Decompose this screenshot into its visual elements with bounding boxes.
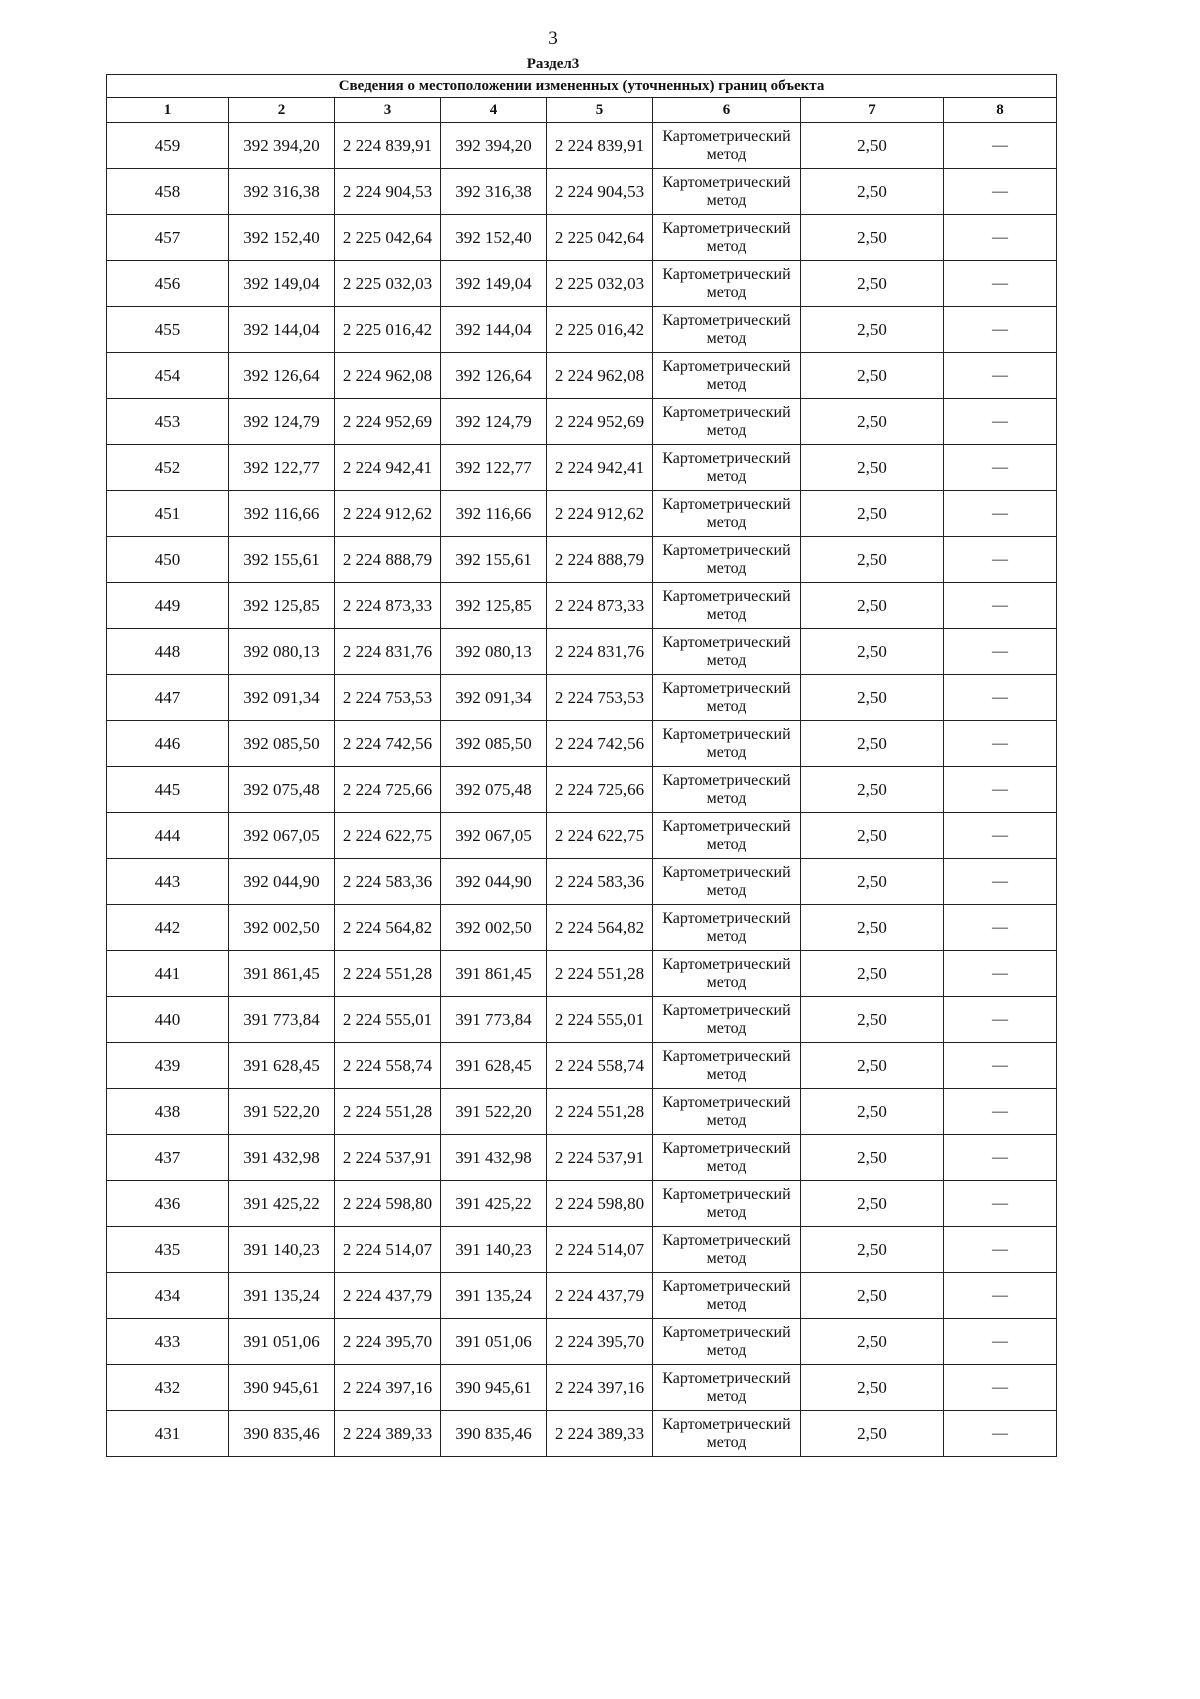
y-new-cell: 2 224 395,70 — [547, 1319, 653, 1365]
table-row — [107, 169, 1057, 215]
method-cell: Картометрический метод — [653, 491, 801, 537]
method-cell: Картометрический метод — [653, 629, 801, 675]
x-new-cell: 391 425,22 — [441, 1181, 547, 1227]
table-row — [107, 1319, 1057, 1365]
x-old-cell: 392 091,34 — [229, 675, 335, 721]
table-body — [107, 123, 1057, 1457]
method-cell: Картометрический метод — [653, 123, 801, 169]
method-cell: Картометрический метод — [653, 1365, 801, 1411]
y-new-cell: 2 224 397,16 — [547, 1365, 653, 1411]
precision-cell: 2,50 — [801, 1319, 944, 1365]
x-old-cell: 391 135,24 — [229, 1273, 335, 1319]
precision-cell: 2,50 — [801, 123, 944, 169]
x-new-cell: 391 628,45 — [441, 1043, 547, 1089]
table-row — [107, 629, 1057, 675]
description-cell: — — [944, 1089, 1057, 1135]
table-row — [107, 1043, 1057, 1089]
x-new-cell: 392 126,64 — [441, 353, 547, 399]
y-old-cell: 2 224 389,33 — [335, 1411, 441, 1457]
method-cell: Картометрический метод — [653, 169, 801, 215]
method-cell: Картометрический метод — [653, 583, 801, 629]
precision-cell: 2,50 — [801, 491, 944, 537]
y-old-cell: 2 224 952,69 — [335, 399, 441, 445]
x-old-cell: 392 124,79 — [229, 399, 335, 445]
point-number-cell: 456 — [107, 261, 229, 307]
y-old-cell: 2 224 395,70 — [335, 1319, 441, 1365]
description-cell: — — [944, 997, 1057, 1043]
point-number-cell: 447 — [107, 675, 229, 721]
y-old-cell: 2 225 042,64 — [335, 215, 441, 261]
table-row — [107, 1089, 1057, 1135]
y-old-cell: 2 224 437,79 — [335, 1273, 441, 1319]
table-row — [107, 1135, 1057, 1181]
y-old-cell: 2 224 912,62 — [335, 491, 441, 537]
y-old-cell: 2 224 564,82 — [335, 905, 441, 951]
table-caption: Сведения о местоположении измененных (уточненных) границ объекта — [107, 75, 1057, 98]
precision-cell: 2,50 — [801, 1181, 944, 1227]
description-cell: — — [944, 1181, 1057, 1227]
point-number-cell: 453 — [107, 399, 229, 445]
table-row — [107, 353, 1057, 399]
x-new-cell: 392 044,90 — [441, 859, 547, 905]
y-new-cell: 2 224 725,66 — [547, 767, 653, 813]
description-cell: — — [944, 1227, 1057, 1273]
x-old-cell: 390 945,61 — [229, 1365, 335, 1411]
x-old-cell: 391 140,23 — [229, 1227, 335, 1273]
point-number-cell: 434 — [107, 1273, 229, 1319]
x-new-cell: 392 091,34 — [441, 675, 547, 721]
x-old-cell: 392 125,85 — [229, 583, 335, 629]
table-row — [107, 1273, 1057, 1319]
precision-cell: 2,50 — [801, 951, 944, 997]
x-new-cell: 392 116,66 — [441, 491, 547, 537]
x-old-cell: 391 432,98 — [229, 1135, 335, 1181]
x-old-cell: 392 075,48 — [229, 767, 335, 813]
x-old-cell: 391 425,22 — [229, 1181, 335, 1227]
table-row — [107, 905, 1057, 951]
column-number-cell: 1 — [107, 98, 229, 123]
point-number-cell: 442 — [107, 905, 229, 951]
precision-cell: 2,50 — [801, 399, 944, 445]
column-number-cell: 5 — [547, 98, 653, 123]
y-new-cell: 2 225 016,42 — [547, 307, 653, 353]
x-new-cell: 392 085,50 — [441, 721, 547, 767]
point-number-cell: 436 — [107, 1181, 229, 1227]
point-number-cell: 432 — [107, 1365, 229, 1411]
table-row — [107, 997, 1057, 1043]
precision-cell: 2,50 — [801, 583, 944, 629]
y-old-cell: 2 224 725,66 — [335, 767, 441, 813]
column-number-cell: 4 — [441, 98, 547, 123]
x-old-cell: 392 044,90 — [229, 859, 335, 905]
description-cell: — — [944, 629, 1057, 675]
precision-cell: 2,50 — [801, 353, 944, 399]
y-new-cell: 2 224 912,62 — [547, 491, 653, 537]
column-number-cell: 7 — [801, 98, 944, 123]
x-old-cell: 392 116,66 — [229, 491, 335, 537]
method-cell: Картометрический метод — [653, 353, 801, 399]
table-row — [107, 767, 1057, 813]
x-old-cell: 392 316,38 — [229, 169, 335, 215]
y-old-cell: 2 224 558,74 — [335, 1043, 441, 1089]
x-old-cell: 392 080,13 — [229, 629, 335, 675]
point-number-cell: 455 — [107, 307, 229, 353]
method-cell: Картометрический метод — [653, 1227, 801, 1273]
y-old-cell: 2 224 622,75 — [335, 813, 441, 859]
method-cell: Картометрический метод — [653, 1319, 801, 1365]
description-cell: — — [944, 721, 1057, 767]
description-cell: — — [944, 353, 1057, 399]
precision-cell: 2,50 — [801, 813, 944, 859]
description-cell: — — [944, 307, 1057, 353]
description-cell: — — [944, 1319, 1057, 1365]
point-number-cell: 443 — [107, 859, 229, 905]
table-row — [107, 537, 1057, 583]
y-old-cell: 2 224 551,28 — [335, 951, 441, 997]
description-cell: — — [944, 951, 1057, 997]
precision-cell: 2,50 — [801, 1043, 944, 1089]
x-new-cell: 392 316,38 — [441, 169, 547, 215]
description-cell: — — [944, 1365, 1057, 1411]
x-old-cell: 391 861,45 — [229, 951, 335, 997]
precision-cell: 2,50 — [801, 1411, 944, 1457]
point-number-cell: 458 — [107, 169, 229, 215]
x-new-cell: 390 835,46 — [441, 1411, 547, 1457]
y-new-cell: 2 224 952,69 — [547, 399, 653, 445]
precision-cell: 2,50 — [801, 1227, 944, 1273]
description-cell: — — [944, 169, 1057, 215]
y-new-cell: 2 224 551,28 — [547, 951, 653, 997]
y-old-cell: 2 225 032,03 — [335, 261, 441, 307]
table-row — [107, 261, 1057, 307]
y-old-cell: 2 224 514,07 — [335, 1227, 441, 1273]
table-row — [107, 1181, 1057, 1227]
y-old-cell: 2 224 831,76 — [335, 629, 441, 675]
y-old-cell: 2 225 016,42 — [335, 307, 441, 353]
table-row — [107, 215, 1057, 261]
x-old-cell: 392 155,61 — [229, 537, 335, 583]
x-new-cell: 391 051,06 — [441, 1319, 547, 1365]
method-cell: Картометрический метод — [653, 307, 801, 353]
page-number: 3 — [548, 28, 558, 49]
x-old-cell: 392 144,04 — [229, 307, 335, 353]
method-cell: Картометрический метод — [653, 997, 801, 1043]
x-old-cell: 392 067,05 — [229, 813, 335, 859]
x-new-cell: 391 140,23 — [441, 1227, 547, 1273]
y-old-cell: 2 224 742,56 — [335, 721, 441, 767]
y-new-cell: 2 224 537,91 — [547, 1135, 653, 1181]
method-cell: Картометрический метод — [653, 1273, 801, 1319]
x-new-cell: 392 067,05 — [441, 813, 547, 859]
table-row — [107, 307, 1057, 353]
y-old-cell: 2 224 904,53 — [335, 169, 441, 215]
table-row — [107, 951, 1057, 997]
precision-cell: 2,50 — [801, 1273, 944, 1319]
method-cell: Картометрический метод — [653, 215, 801, 261]
x-old-cell: 392 394,20 — [229, 123, 335, 169]
x-new-cell: 391 522,20 — [441, 1089, 547, 1135]
precision-cell: 2,50 — [801, 675, 944, 721]
description-cell: — — [944, 813, 1057, 859]
y-new-cell: 2 224 598,80 — [547, 1181, 653, 1227]
y-new-cell: 2 224 839,91 — [547, 123, 653, 169]
y-old-cell: 2 224 583,36 — [335, 859, 441, 905]
y-new-cell: 2 224 831,76 — [547, 629, 653, 675]
column-number-cell: 3 — [335, 98, 441, 123]
y-new-cell: 2 224 873,33 — [547, 583, 653, 629]
x-new-cell: 392 122,77 — [441, 445, 547, 491]
y-new-cell: 2 224 558,74 — [547, 1043, 653, 1089]
boundary-coordinates-table — [106, 74, 1057, 1457]
description-cell: — — [944, 123, 1057, 169]
method-cell: Картометрический метод — [653, 675, 801, 721]
column-number-cell: 6 — [653, 98, 801, 123]
description-cell: — — [944, 399, 1057, 445]
column-number-cell: 8 — [944, 98, 1057, 123]
table-row — [107, 1411, 1057, 1457]
method-cell: Картометрический метод — [653, 813, 801, 859]
method-cell: Картометрический метод — [653, 1411, 801, 1457]
precision-cell: 2,50 — [801, 767, 944, 813]
table-row — [107, 675, 1057, 721]
precision-cell: 2,50 — [801, 859, 944, 905]
table-row — [107, 445, 1057, 491]
point-number-cell: 444 — [107, 813, 229, 859]
method-cell: Картометрический метод — [653, 261, 801, 307]
x-new-cell: 392 125,85 — [441, 583, 547, 629]
description-cell: — — [944, 445, 1057, 491]
y-new-cell: 2 224 753,53 — [547, 675, 653, 721]
x-new-cell: 391 432,98 — [441, 1135, 547, 1181]
point-number-cell: 438 — [107, 1089, 229, 1135]
x-new-cell: 391 773,84 — [441, 997, 547, 1043]
y-new-cell: 2 224 564,82 — [547, 905, 653, 951]
x-old-cell: 392 085,50 — [229, 721, 335, 767]
description-cell: — — [944, 1273, 1057, 1319]
method-cell: Картометрический метод — [653, 721, 801, 767]
point-number-cell: 454 — [107, 353, 229, 399]
point-number-cell: 435 — [107, 1227, 229, 1273]
table-row — [107, 491, 1057, 537]
x-new-cell: 392 152,40 — [441, 215, 547, 261]
x-old-cell: 392 122,77 — [229, 445, 335, 491]
point-number-cell: 445 — [107, 767, 229, 813]
precision-cell: 2,50 — [801, 905, 944, 951]
x-new-cell: 392 124,79 — [441, 399, 547, 445]
x-new-cell: 392 155,61 — [441, 537, 547, 583]
y-new-cell: 2 224 551,28 — [547, 1089, 653, 1135]
x-old-cell: 391 522,20 — [229, 1089, 335, 1135]
x-new-cell: 392 149,04 — [441, 261, 547, 307]
table-row — [107, 1227, 1057, 1273]
point-number-cell: 440 — [107, 997, 229, 1043]
y-new-cell: 2 224 622,75 — [547, 813, 653, 859]
description-cell: — — [944, 215, 1057, 261]
x-new-cell: 392 075,48 — [441, 767, 547, 813]
precision-cell: 2,50 — [801, 215, 944, 261]
table-row — [107, 859, 1057, 905]
precision-cell: 2,50 — [801, 1089, 944, 1135]
point-number-cell: 441 — [107, 951, 229, 997]
precision-cell: 2,50 — [801, 537, 944, 583]
y-new-cell: 2 224 583,36 — [547, 859, 653, 905]
description-cell: — — [944, 767, 1057, 813]
y-old-cell: 2 224 537,91 — [335, 1135, 441, 1181]
y-old-cell: 2 224 888,79 — [335, 537, 441, 583]
precision-cell: 2,50 — [801, 307, 944, 353]
x-old-cell: 391 051,06 — [229, 1319, 335, 1365]
y-new-cell: 2 224 962,08 — [547, 353, 653, 399]
x-new-cell: 391 135,24 — [441, 1273, 547, 1319]
table-row — [107, 399, 1057, 445]
y-old-cell: 2 224 962,08 — [335, 353, 441, 399]
method-cell: Картометрический метод — [653, 399, 801, 445]
y-new-cell: 2 224 942,41 — [547, 445, 653, 491]
precision-cell: 2,50 — [801, 629, 944, 675]
point-number-cell: 459 — [107, 123, 229, 169]
table-row — [107, 721, 1057, 767]
description-cell: — — [944, 859, 1057, 905]
y-new-cell: 2 224 742,56 — [547, 721, 653, 767]
description-cell: — — [944, 537, 1057, 583]
method-cell: Картометрический метод — [653, 859, 801, 905]
column-number-row — [107, 98, 1057, 123]
x-new-cell: 392 394,20 — [441, 123, 547, 169]
y-old-cell: 2 224 753,53 — [335, 675, 441, 721]
y-old-cell: 2 224 598,80 — [335, 1181, 441, 1227]
x-old-cell: 390 835,46 — [229, 1411, 335, 1457]
table-row — [107, 1365, 1057, 1411]
method-cell: Картометрический метод — [653, 1181, 801, 1227]
point-number-cell: 437 — [107, 1135, 229, 1181]
description-cell: — — [944, 583, 1057, 629]
precision-cell: 2,50 — [801, 445, 944, 491]
y-old-cell: 2 224 555,01 — [335, 997, 441, 1043]
y-new-cell: 2 224 904,53 — [547, 169, 653, 215]
point-number-cell: 439 — [107, 1043, 229, 1089]
y-old-cell: 2 224 873,33 — [335, 583, 441, 629]
method-cell: Картометрический метод — [653, 445, 801, 491]
point-number-cell: 433 — [107, 1319, 229, 1365]
point-number-cell: 431 — [107, 1411, 229, 1457]
y-old-cell: 2 224 942,41 — [335, 445, 441, 491]
point-number-cell: 450 — [107, 537, 229, 583]
description-cell: — — [944, 1135, 1057, 1181]
method-cell: Картометрический метод — [653, 1089, 801, 1135]
table-row — [107, 813, 1057, 859]
point-number-cell: 452 — [107, 445, 229, 491]
precision-cell: 2,50 — [801, 169, 944, 215]
y-old-cell: 2 224 397,16 — [335, 1365, 441, 1411]
x-new-cell: 391 861,45 — [441, 951, 547, 997]
x-old-cell: 391 628,45 — [229, 1043, 335, 1089]
point-number-cell: 446 — [107, 721, 229, 767]
point-number-cell: 451 — [107, 491, 229, 537]
method-cell: Картометрический метод — [653, 905, 801, 951]
x-old-cell: 392 149,04 — [229, 261, 335, 307]
y-old-cell: 2 224 551,28 — [335, 1089, 441, 1135]
y-new-cell: 2 224 555,01 — [547, 997, 653, 1043]
x-new-cell: 392 080,13 — [441, 629, 547, 675]
y-new-cell: 2 225 042,64 — [547, 215, 653, 261]
description-cell: — — [944, 905, 1057, 951]
description-cell: — — [944, 1043, 1057, 1089]
method-cell: Картометрический метод — [653, 767, 801, 813]
y-new-cell: 2 224 437,79 — [547, 1273, 653, 1319]
x-new-cell: 390 945,61 — [441, 1365, 547, 1411]
point-number-cell: 457 — [107, 215, 229, 261]
x-old-cell: 392 126,64 — [229, 353, 335, 399]
y-old-cell: 2 224 839,91 — [335, 123, 441, 169]
y-new-cell: 2 224 389,33 — [547, 1411, 653, 1457]
x-new-cell: 392 002,50 — [441, 905, 547, 951]
precision-cell: 2,50 — [801, 721, 944, 767]
precision-cell: 2,50 — [801, 997, 944, 1043]
point-number-cell: 449 — [107, 583, 229, 629]
x-old-cell: 392 152,40 — [229, 215, 335, 261]
description-cell: — — [944, 261, 1057, 307]
method-cell: Картометрический метод — [653, 1135, 801, 1181]
point-number-cell: 448 — [107, 629, 229, 675]
x-new-cell: 392 144,04 — [441, 307, 547, 353]
method-cell: Картометрический метод — [653, 951, 801, 997]
section-label: Раздел3 — [526, 56, 580, 72]
precision-cell: 2,50 — [801, 1365, 944, 1411]
precision-cell: 2,50 — [801, 261, 944, 307]
method-cell: Картометрический метод — [653, 537, 801, 583]
y-new-cell: 2 224 888,79 — [547, 537, 653, 583]
x-old-cell: 391 773,84 — [229, 997, 335, 1043]
column-number-cell: 2 — [229, 98, 335, 123]
description-cell: — — [944, 675, 1057, 721]
method-cell: Картометрический метод — [653, 1043, 801, 1089]
y-new-cell: 2 225 032,03 — [547, 261, 653, 307]
table-row — [107, 583, 1057, 629]
description-cell: — — [944, 491, 1057, 537]
table-row — [107, 123, 1057, 169]
description-cell: — — [944, 1411, 1057, 1457]
precision-cell: 2,50 — [801, 1135, 944, 1181]
x-old-cell: 392 002,50 — [229, 905, 335, 951]
y-new-cell: 2 224 514,07 — [547, 1227, 653, 1273]
